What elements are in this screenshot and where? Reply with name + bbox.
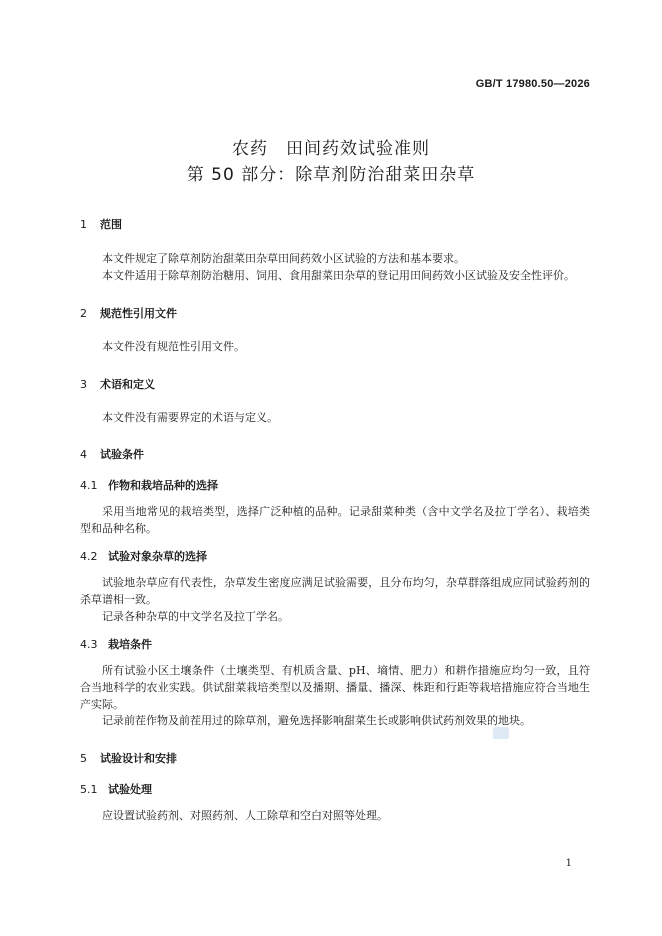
section-title: 范围 <box>100 218 122 231</box>
section-number: 4 <box>80 448 87 461</box>
watermark-icon <box>493 727 509 739</box>
section-4-2-heading <box>80 548 207 564</box>
section-title: 术语和定义 <box>100 378 155 391</box>
paragraph: 采用当地常见的栽培类型，选择广泛种植的品种。记录甜菜种类（含中文学名及拉丁学名）、栽培类型和品种名称。 <box>80 505 590 535</box>
paragraph: 本文件适用于除草剂防治糖用、饲用、食用甜菜田杂草的登记用田间药效小区试验及安全性评价。 <box>102 269 575 282</box>
section-number: 5.1 <box>80 783 98 796</box>
section-4-1-heading <box>80 477 218 493</box>
section-title: 作物和栽培品种的选择 <box>108 479 218 492</box>
section-number: 4.2 <box>80 550 98 563</box>
document-title-line-1: 农药 田间药效试验准则 <box>232 139 430 159</box>
section-title: 试验处理 <box>108 783 152 796</box>
section-3-heading <box>80 376 155 392</box>
standard-code: GB/T 17980.50—2026 <box>475 78 590 90</box>
section-2-heading <box>80 305 177 321</box>
section-title: 试验对象杂草的选择 <box>108 550 207 563</box>
paragraph: 本文件没有规范性引用文件。 <box>102 340 245 353</box>
section-title: 规范性引用文件 <box>100 307 177 320</box>
paragraph: 试验地杂草应有代表性，杂草发生密度应满足试验需要，且分布均匀，杂草群落组成应同试验药剂的杀草谱相一致。 <box>80 576 590 606</box>
section-title: 试验条件 <box>100 448 144 461</box>
section-title: 栽培条件 <box>108 638 152 651</box>
section-number: 5 <box>80 752 87 765</box>
section-1-heading <box>80 216 122 232</box>
section-title: 试验设计和安排 <box>100 752 177 765</box>
paragraph: 本文件规定了除草剂防治甜菜田杂草田间药效小区试验的方法和基本要求。 <box>102 252 465 265</box>
paragraph: 应设置试验药剂、对照药剂、人工除草和空白对照等处理。 <box>102 809 388 822</box>
paragraph: 本文件没有需要界定的术语与定义。 <box>102 411 278 424</box>
section-number: 4.3 <box>80 638 98 651</box>
section-4-heading <box>80 446 144 462</box>
section-4-3-heading <box>80 636 152 652</box>
paragraph: 所有试验小区土壤条件（土壤类型、有机质含量、pH、墒情、肥力）和耕作措施应均匀一致，且符合当地科学的农业实践。供试甜菜栽培类型以及播期、播量、播深、株距和行距等栽培措施应符合当地生产实际。 <box>80 664 590 711</box>
section-number: 3 <box>80 378 87 391</box>
section-5-1-heading <box>80 781 152 797</box>
document-title-line-2: 第 50 部分：除草剂防治甜菜田杂草 <box>186 165 476 185</box>
paragraph: 记录各种杂草的中文学名及拉丁学名。 <box>102 610 289 623</box>
page-number: 1 <box>565 858 572 869</box>
section-5-heading <box>80 750 177 766</box>
section-number: 1 <box>80 218 87 231</box>
paragraph: 记录前茬作物及前茬用过的除草剂，避免选择影响甜菜生长或影响供试药剂效果的地块。 <box>102 714 531 727</box>
section-number: 4.1 <box>80 479 98 492</box>
section-number: 2 <box>80 307 87 320</box>
